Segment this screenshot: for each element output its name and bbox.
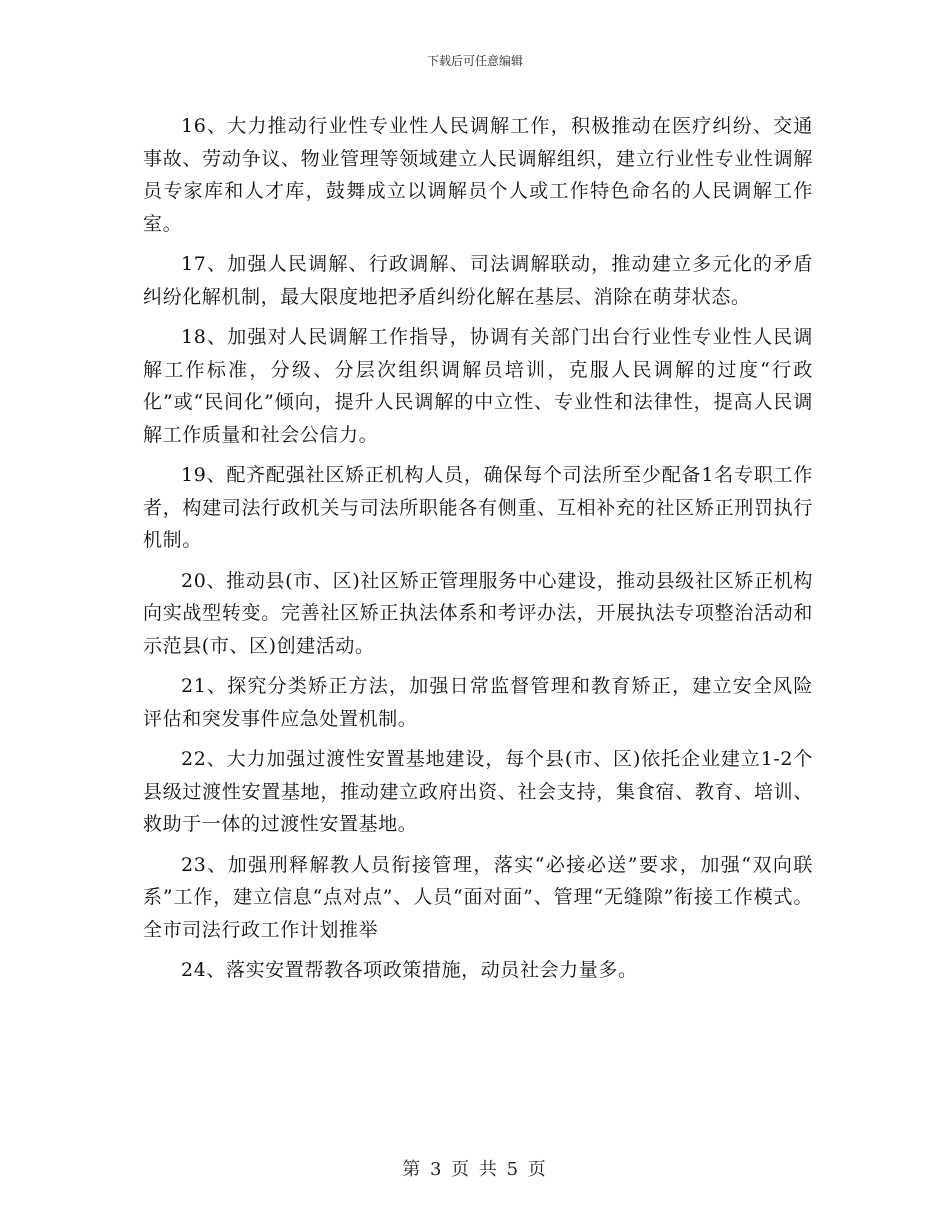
paragraph-23: 23、加强刑释解教人员衔接管理，落实“必接必送”要求，加强“双向联系”工作，建立信息“点对点”、人员“面对面”、管理“无缝隙”衔接工作模式。全市司法行政工作计划推举 <box>143 853 813 941</box>
page-header: 下载后可任意编辑 <box>426 54 523 68</box>
paragraph-24: 24、落实安置帮教各项政策措施，动员社会力量多。 <box>181 959 638 981</box>
paragraph-18: 18、加强对人民调解工作指导，协调有关部门出台行业性专业性人民调解工作标准，分级、分层次组织调解员培训，克服人民调解的过度“行政化”或“民间化”倾向，提升人民调解的中立性、专业性和法律性，提高人民调解工作质量和社会公信力。 <box>143 326 813 446</box>
paragraph-16: 16、大力推动行业性专业性人民调解工作，积极推动在医疗纠纷、交通事故、劳动争议、物业管理等领域建立人民调解组织，建立行业性专业性调解员专家库和人才库，鼓舞成立以调解员个人或工作特色命名的人民调解工作室。 <box>143 115 813 235</box>
document-body <box>143 110 813 995</box>
paragraph-17: 17、加强人民调解、行政调解、司法调解联动，推动建立多元化的矛盾纠纷化解机制，最大限度地把矛盾纠纷化解在基层、消除在萌芽状态。 <box>143 253 813 308</box>
paragraph-20: 20、推动县(市、区)社区矫正管理服务中心建设，推动县级社区矫正机构向实战型转变。完善社区矫正执法体系和考评办法，开展执法专项整治活动和示范县(市、区)创建活动。 <box>143 569 813 657</box>
paragraph-21: 21、探究分类矫正方法，加强日常监督管理和教育矫正，建立安全风险评估和突发事件应急处置机制。 <box>143 675 813 730</box>
paragraph-22: 22、大力加强过渡性安置基地建设，每个县(市、区)依托企业建立1-2个县级过渡性安置基地，推动建立政府出资、社会支持，集食宿、教育、培训、救助于一体的过渡性安置基地。 <box>143 748 813 835</box>
paragraph-19: 19、配齐配强社区矫正机构人员，确保每个司法所至少配备1名专职工作者，构建司法行政机关与司法所职能各有侧重、互相补充的社区矫正刑罚执行机制。 <box>143 464 813 551</box>
page-number: 第 3 页 共 5 页 <box>402 1159 548 1180</box>
